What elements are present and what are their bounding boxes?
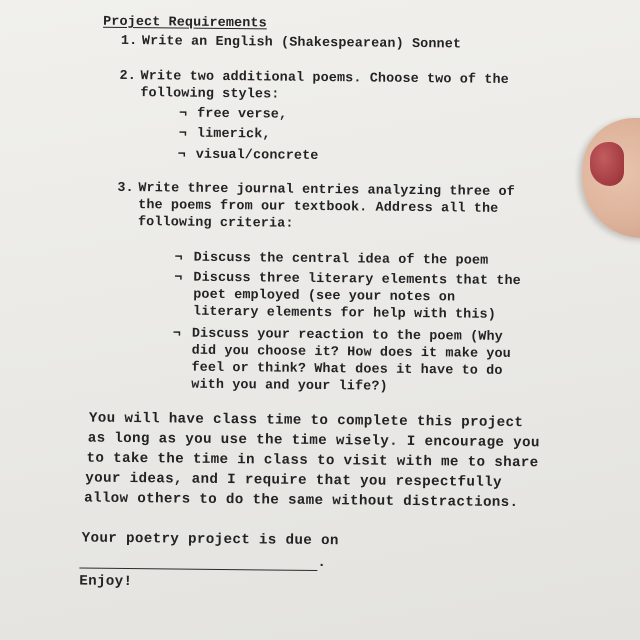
- paragraph-line-3: to take the time in class to visit with me to share: [86, 450, 539, 472]
- style-option-limerick: limerick,: [196, 126, 271, 143]
- item-1-line-1: Write an English (Shakespearean) Sonnet: [141, 34, 462, 53]
- item-2-line-2: following styles:: [140, 86, 280, 103]
- bullet-icon: ¬: [174, 270, 183, 286]
- due-date-blank-line: [79, 567, 317, 570]
- document-heading: Project Requirements: [103, 14, 267, 32]
- item-2-line-1: Write two additional poems. Choose two of the: [140, 69, 509, 88]
- criterion-reaction-line-3: feel or think? What does it have to do: [191, 360, 503, 379]
- criterion-literary-elements-line-1: Discuss three literary elements that the: [193, 270, 521, 290]
- paragraph-line-2: as long as you use the time wisely. I encourage you: [87, 430, 540, 452]
- item-3-number: 3.: [117, 180, 134, 197]
- style-option-visual-concrete: visual/concrete: [195, 147, 319, 164]
- due-date-label: Your poetry project is due on: [81, 530, 339, 550]
- bullet-icon: ¬: [178, 126, 188, 142]
- paragraph-line-1: You will have class time to complete this project: [88, 410, 524, 432]
- closing-text: Enjoy!: [79, 573, 133, 591]
- item-2-number: 2.: [119, 68, 136, 85]
- bullet-icon: ¬: [172, 326, 182, 342]
- criterion-reaction-line-1: Discuss your reaction to the poem (Why: [191, 326, 503, 345]
- criterion-reaction-line-2: did you choose it? How does it make you: [191, 343, 511, 363]
- paragraph-line-4: your ideas, and I require that you respectfully: [85, 470, 502, 491]
- paragraph-line-5: allow others to do the same without distractions.: [84, 490, 519, 512]
- due-date-period: .: [317, 554, 327, 572]
- bullet-icon: ¬: [179, 106, 188, 122]
- criterion-central-idea: Discuss the central idea of the poem: [193, 250, 489, 269]
- criterion-literary-elements-line-2: poet employed (see your notes on: [193, 287, 456, 306]
- item-3-line-1: Write three journal entries analyzing three of: [138, 181, 515, 201]
- item-1-number: 1.: [120, 33, 138, 50]
- style-option-free-verse: free verse,: [197, 106, 288, 123]
- item-3-line-3: following criteria:: [137, 215, 294, 232]
- criterion-literary-elements-line-3: literary elements for help with this): [192, 304, 497, 323]
- bullet-icon: ¬: [174, 250, 183, 266]
- fingernail: [590, 142, 624, 186]
- bullet-icon: ¬: [177, 147, 186, 163]
- criterion-reaction-line-4: with you and your life?): [191, 377, 388, 395]
- item-3-line-2: the poems from our textbook. Address all the: [138, 198, 499, 217]
